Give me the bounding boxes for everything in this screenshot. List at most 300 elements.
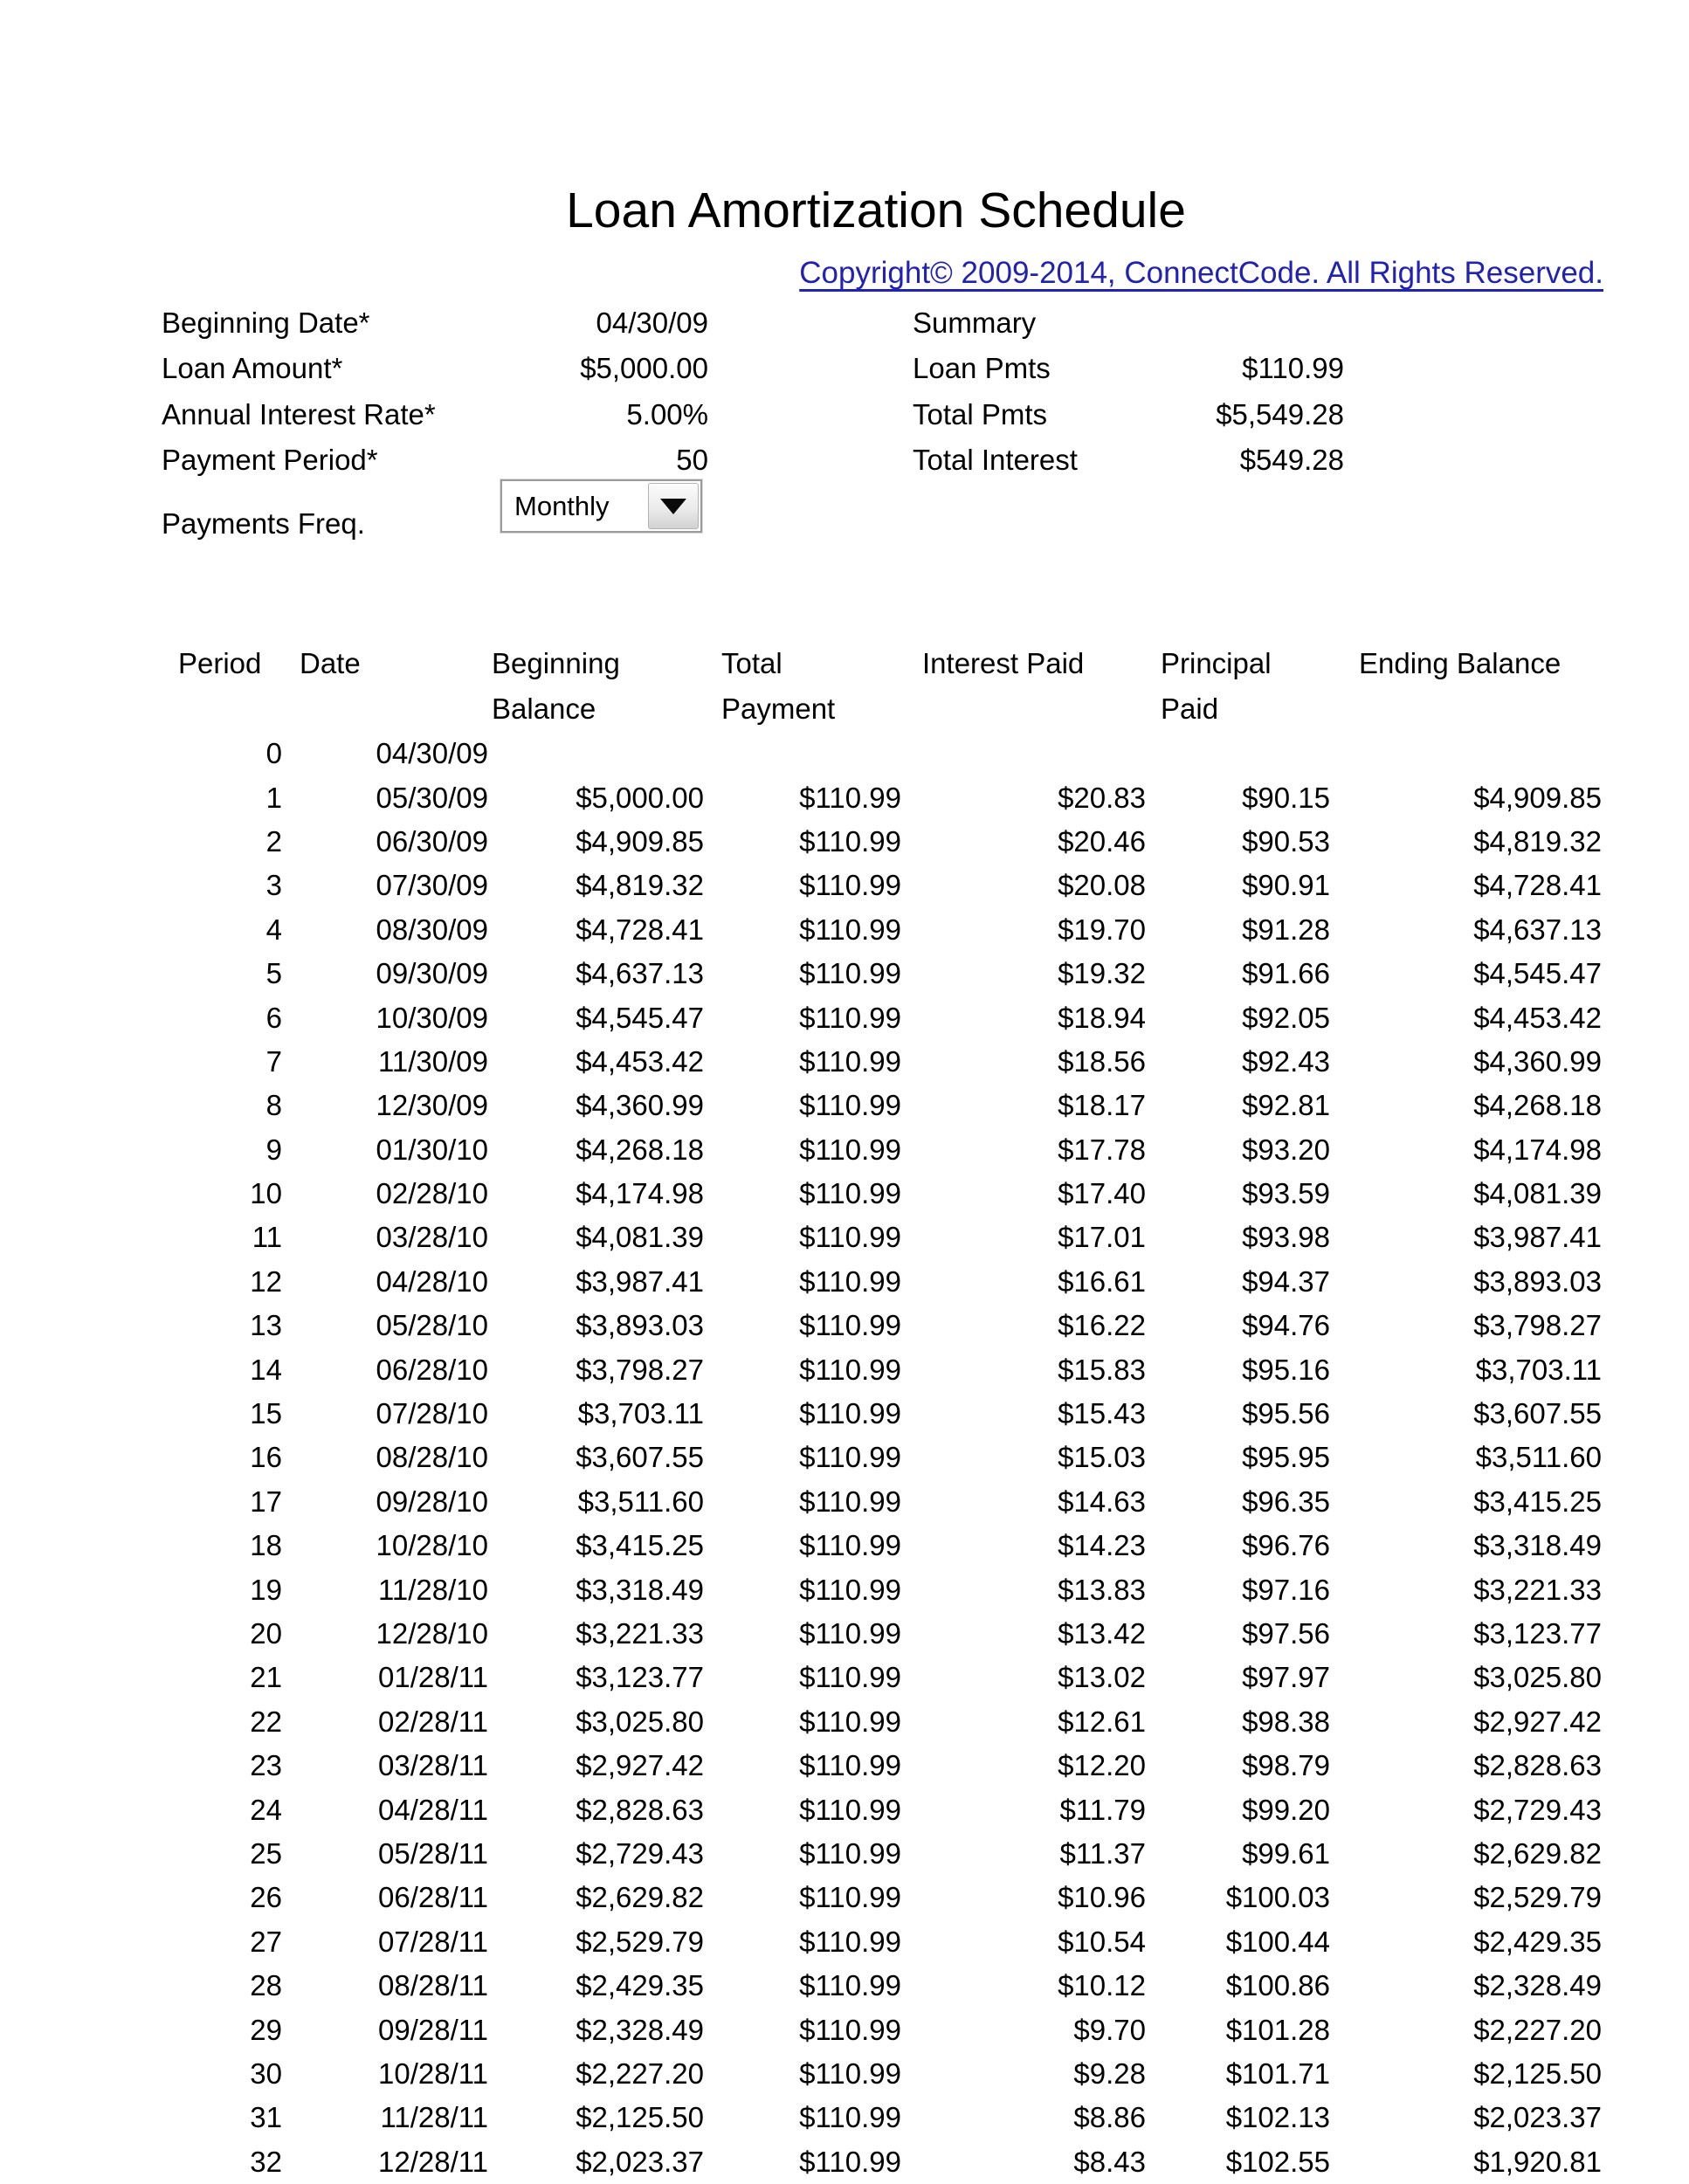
cell-ending-balance: $3,511.60	[1475, 1441, 1602, 1474]
cell-ending-balance: $4,081.39	[1473, 1177, 1602, 1210]
cell-interest-paid: $19.32	[1058, 957, 1146, 990]
table-row	[162, 1744, 1607, 1788]
cell-beginning-balance: $2,023.37	[576, 2145, 704, 2178]
cell-date: 11/30/09	[377, 1044, 488, 1078]
cell-period: 19	[250, 1573, 282, 1606]
cell-principal-paid: $98.38	[1242, 1705, 1330, 1738]
table-row	[162, 1524, 1607, 1567]
cell-period: 5	[265, 957, 282, 990]
cell-period: 21	[250, 1661, 282, 1694]
cell-date: 08/30/09	[376, 913, 488, 946]
copyright-link[interactable]: Copyright© 2009-2014, ConnectCode. All Rights Reserved.	[799, 256, 1603, 290]
header-beginning-balance: Beginning Balance	[492, 647, 620, 725]
cell-period: 13	[250, 1309, 282, 1342]
cell-interest-paid: $9.70	[1073, 2013, 1146, 2046]
table-row	[162, 2140, 1607, 2184]
cell-total-payment: $110.99	[799, 957, 901, 990]
cell-period: 30	[250, 2057, 282, 2090]
cell-interest-paid: $9.28	[1073, 2057, 1146, 2090]
cell-total-payment: $110.99	[799, 1661, 901, 1694]
cell-date: 10/28/10	[376, 1529, 488, 1562]
cell-total-payment: $110.99	[799, 1749, 901, 1782]
cell-total-payment: $110.99	[799, 1836, 901, 1870]
cell-period: 29	[250, 2013, 282, 2046]
cell-ending-balance: $4,268.18	[1473, 1089, 1602, 1122]
table-row	[162, 1567, 1607, 1611]
header-period: Period	[178, 647, 262, 679]
cell-date: 04/30/09	[376, 737, 488, 770]
cell-period: 6	[265, 1001, 282, 1034]
cell-total-payment: $110.99	[799, 1089, 901, 1122]
amortization-table	[162, 641, 1607, 2184]
cell-beginning-balance: $3,893.03	[576, 1309, 704, 1342]
cell-total-payment: $110.99	[799, 1485, 901, 1518]
cell-date: 04/28/10	[376, 1264, 488, 1298]
cell-period: 11	[252, 1221, 282, 1254]
cell-period: 31	[250, 2101, 282, 2134]
table-row	[162, 1260, 1607, 1304]
cell-ending-balance: $2,927.42	[1473, 1705, 1602, 1738]
cell-total-payment: $110.99	[799, 2057, 901, 2090]
cell-beginning-balance: $4,545.47	[576, 1001, 704, 1034]
cell-interest-paid: $10.54	[1058, 1925, 1146, 1958]
cell-period: 2	[265, 824, 282, 858]
cell-principal-paid: $97.56	[1242, 1617, 1330, 1650]
cell-date: 02/28/10	[376, 1177, 488, 1210]
cell-date: 09/28/11	[377, 2013, 488, 2046]
cell-beginning-balance: $2,227.20	[576, 2057, 704, 2090]
cell-ending-balance: $3,703.11	[1475, 1353, 1602, 1386]
cell-total-payment: $110.99	[799, 1925, 901, 1958]
cell-interest-paid: $20.83	[1058, 781, 1146, 814]
cell-interest-paid: $14.63	[1058, 1485, 1146, 1518]
table-row	[162, 1436, 1607, 1479]
cell-ending-balance: $2,023.37	[1473, 2101, 1602, 2134]
cell-beginning-balance: $3,511.60	[577, 1485, 704, 1518]
loan-amount-value[interactable]: $5,000.00	[580, 352, 708, 385]
cell-principal-paid: $90.53	[1242, 824, 1330, 858]
cell-beginning-balance: $5,000.00	[576, 781, 704, 814]
cell-date: 12/28/11	[377, 2145, 488, 2178]
payment-period-label: Payment Period*	[162, 444, 378, 477]
cell-principal-paid: $96.35	[1242, 1485, 1330, 1518]
loan-amount-label: Loan Amount*	[162, 352, 343, 385]
cell-interest-paid: $11.79	[1059, 1793, 1146, 1826]
cell-period: 18	[250, 1529, 282, 1562]
cell-interest-paid: $10.12	[1058, 1969, 1146, 2002]
cell-ending-balance: $3,025.80	[1473, 1661, 1602, 1694]
cell-period: 8	[265, 1089, 282, 1122]
cell-date: 03/28/10	[376, 1221, 488, 1254]
cell-beginning-balance: $3,415.25	[576, 1529, 704, 1562]
cell-date: 07/30/09	[376, 869, 488, 902]
summary-title: Summary	[913, 307, 1037, 340]
table-row	[162, 2008, 1607, 2051]
cell-principal-paid: $95.95	[1242, 1441, 1330, 1474]
cell-period: 4	[265, 913, 282, 946]
cell-date: 05/28/11	[377, 1836, 488, 1870]
loan-pmts-value: $110.99	[1242, 352, 1344, 385]
cell-beginning-balance: $2,927.42	[576, 1749, 704, 1782]
cell-interest-paid: $10.96	[1058, 1881, 1146, 1914]
beginning-date-label: Beginning Date*	[162, 307, 370, 340]
cell-period: 26	[250, 1881, 282, 1914]
cell-date: 06/30/09	[376, 824, 488, 858]
table-row	[162, 1304, 1607, 1347]
table-header	[162, 641, 1607, 732]
cell-beginning-balance: $4,909.85	[576, 824, 704, 858]
summary-title-row	[913, 300, 1344, 346]
loan-amount-row	[162, 346, 708, 391]
cell-period: 14	[250, 1353, 282, 1386]
cell-ending-balance: $2,629.82	[1473, 1836, 1602, 1870]
table-row	[162, 1216, 1607, 1259]
cell-interest-paid: $13.02	[1058, 1661, 1146, 1694]
cell-total-payment: $110.99	[799, 1881, 901, 1914]
cell-beginning-balance: $3,703.11	[577, 1397, 704, 1430]
cell-total-payment: $110.99	[799, 1309, 901, 1342]
table-row	[162, 775, 1607, 819]
cell-beginning-balance: $4,081.39	[576, 1221, 704, 1254]
cell-total-payment: $110.99	[799, 781, 901, 814]
chevron-down-icon	[660, 499, 686, 514]
cell-total-payment: $110.99	[799, 1969, 901, 2002]
cell-date: 06/28/11	[377, 1881, 488, 1914]
cell-period: 23	[250, 1749, 282, 1782]
cell-interest-paid: $17.78	[1058, 1133, 1146, 1166]
table-row	[162, 1392, 1607, 1436]
table-row	[162, 1788, 1607, 1831]
payment-period-row	[162, 437, 708, 483]
cell-total-payment: $110.99	[799, 1705, 901, 1738]
cell-interest-paid: $15.03	[1058, 1441, 1146, 1474]
table-row	[162, 1876, 1607, 1919]
cell-principal-paid: $97.97	[1242, 1661, 1330, 1694]
cell-total-payment: $110.99	[799, 913, 901, 946]
cell-principal-paid: $95.16	[1242, 1353, 1330, 1386]
payments-freq-dropdown[interactable]	[500, 479, 702, 533]
cell-interest-paid: $15.43	[1058, 1397, 1146, 1430]
cell-beginning-balance: $4,360.99	[576, 1089, 704, 1122]
cell-ending-balance: $2,429.35	[1473, 1925, 1602, 1958]
cell-ending-balance: $3,123.77	[1473, 1617, 1602, 1650]
cell-ending-balance: $2,828.63	[1473, 1749, 1602, 1782]
cell-beginning-balance: $3,318.49	[576, 1573, 704, 1606]
cell-beginning-balance: $2,125.50	[576, 2101, 704, 2134]
cell-principal-paid: $91.28	[1242, 913, 1330, 946]
cell-total-payment: $110.99	[799, 824, 901, 858]
cell-period: 22	[250, 1705, 282, 1738]
cell-principal-paid: $95.56	[1242, 1397, 1330, 1430]
cell-interest-paid: $8.43	[1073, 2145, 1146, 2178]
cell-interest-paid: $20.08	[1058, 869, 1146, 902]
cell-period: 3	[265, 869, 282, 902]
page-title: Loan Amortization Schedule	[566, 183, 1186, 238]
table-row	[162, 1656, 1607, 1699]
cell-period: 20	[250, 1617, 282, 1650]
cell-period: 28	[250, 1969, 282, 2002]
cell-interest-paid: $17.40	[1058, 1177, 1146, 1210]
cell-period: 16	[250, 1441, 282, 1474]
cell-total-payment: $110.99	[799, 869, 901, 902]
cell-beginning-balance: $4,453.42	[576, 1044, 704, 1078]
payment-period-value[interactable]: 50	[676, 444, 708, 477]
cell-interest-paid: $14.23	[1058, 1529, 1146, 1562]
cell-date: 05/30/09	[376, 781, 488, 814]
cell-principal-paid: $93.20	[1242, 1133, 1330, 1166]
table-row	[162, 952, 1607, 996]
cell-interest-paid: $20.46	[1058, 824, 1146, 858]
cell-beginning-balance: $2,729.43	[576, 1836, 704, 1870]
amortization-table-body	[162, 732, 1607, 2184]
header-principal-paid: Principal Paid	[1161, 647, 1272, 725]
table-row	[162, 1920, 1607, 1964]
cell-interest-paid: $12.61	[1058, 1705, 1146, 1738]
cell-ending-balance: $2,125.50	[1473, 2057, 1602, 2090]
cell-beginning-balance: $4,174.98	[576, 1177, 704, 1210]
total-pmts-label: Total Pmts	[913, 397, 1048, 431]
cell-interest-paid: $18.56	[1058, 1044, 1146, 1078]
cell-ending-balance: $4,728.41	[1473, 869, 1602, 902]
inputs-panel	[162, 300, 708, 483]
cell-principal-paid: $102.55	[1225, 2145, 1330, 2178]
cell-interest-paid: $17.01	[1058, 1221, 1146, 1254]
cell-principal-paid: $100.86	[1225, 1969, 1330, 2002]
cell-date: 06/28/10	[376, 1353, 488, 1386]
cell-ending-balance: $3,221.33	[1473, 1573, 1602, 1606]
cell-total-payment: $110.99	[799, 1353, 901, 1386]
cell-beginning-balance: $2,529.79	[576, 1925, 704, 1958]
cell-interest-paid: $13.83	[1058, 1573, 1146, 1606]
cell-ending-balance: $2,729.43	[1473, 1793, 1602, 1826]
cell-principal-paid: $90.91	[1242, 869, 1330, 902]
cell-date: 08/28/10	[376, 1441, 488, 1474]
cell-beginning-balance: $2,828.63	[576, 1793, 704, 1826]
cell-principal-paid: $102.13	[1225, 2101, 1330, 2134]
beginning-date-value[interactable]: 04/30/09	[596, 307, 708, 340]
cell-beginning-balance: $2,328.49	[576, 2013, 704, 2046]
summary-row-total-interest	[913, 437, 1344, 483]
cell-principal-paid: $100.44	[1225, 1925, 1330, 1958]
cell-beginning-balance: $3,607.55	[576, 1441, 704, 1474]
cell-date: 05/28/10	[376, 1309, 488, 1342]
summary-row-loan-pmts	[913, 346, 1344, 391]
annual-interest-rate-label: Annual Interest Rate*	[162, 397, 436, 431]
cell-interest-paid: $18.94	[1058, 1001, 1146, 1034]
cell-interest-paid: $13.42	[1058, 1617, 1146, 1650]
cell-interest-paid: $12.20	[1058, 1749, 1146, 1782]
cell-date: 04/28/11	[377, 1793, 488, 1826]
cell-beginning-balance: $4,637.13	[576, 957, 704, 990]
cell-period: 7	[265, 1044, 282, 1078]
cell-period: 27	[250, 1925, 282, 1958]
cell-total-payment: $110.99	[799, 1617, 901, 1650]
table-row	[162, 1964, 1607, 2008]
total-pmts-value: $5,549.28	[1216, 397, 1344, 431]
cell-total-payment: $110.99	[799, 1573, 901, 1606]
cell-period: 17	[250, 1485, 282, 1518]
cell-beginning-balance: $3,123.77	[576, 1661, 704, 1694]
cell-total-payment: $110.99	[799, 2145, 901, 2178]
cell-principal-paid: $94.37	[1242, 1264, 1330, 1298]
header-total-payment: Total Payment	[721, 647, 836, 725]
payments-freq-selected-value: Monthly	[514, 490, 610, 521]
cell-total-payment: $110.99	[799, 1044, 901, 1078]
header-ending-balance: Ending Balance	[1359, 647, 1561, 679]
cell-beginning-balance: $2,629.82	[576, 1881, 704, 1914]
cell-beginning-balance: $4,268.18	[576, 1133, 704, 1166]
cell-ending-balance: $4,360.99	[1473, 1044, 1602, 1078]
table-row	[162, 1347, 1607, 1391]
cell-ending-balance: $1,920.81	[1473, 2145, 1602, 2178]
cell-ending-balance: $4,453.42	[1473, 1001, 1602, 1034]
table-row	[162, 732, 1607, 775]
cell-period: 15	[250, 1397, 282, 1430]
cell-principal-paid: $92.81	[1242, 1089, 1330, 1122]
cell-date: 11/28/11	[380, 2101, 488, 2134]
cell-ending-balance: $3,987.41	[1473, 1221, 1602, 1254]
cell-ending-balance: $4,545.47	[1473, 957, 1602, 990]
cell-date: 09/30/09	[376, 957, 488, 990]
cell-period: 9	[265, 1133, 282, 1166]
table-row	[162, 1612, 1607, 1656]
summary-panel	[913, 300, 1344, 483]
cell-ending-balance: $2,529.79	[1473, 1881, 1602, 1914]
cell-ending-balance: $3,798.27	[1473, 1309, 1602, 1342]
cell-period: 24	[250, 1793, 282, 1826]
cell-date: 01/28/11	[377, 1661, 488, 1694]
table-row	[162, 1480, 1607, 1524]
cell-total-payment: $110.99	[799, 1221, 901, 1254]
cell-principal-paid: $93.59	[1242, 1177, 1330, 1210]
loan-pmts-label: Loan Pmts	[913, 352, 1051, 385]
cell-ending-balance: $3,893.03	[1473, 1264, 1602, 1298]
table-row	[162, 1832, 1607, 1876]
cell-principal-paid: $96.76	[1242, 1529, 1330, 1562]
cell-interest-paid: $16.61	[1058, 1264, 1146, 1298]
cell-beginning-balance: $3,798.27	[576, 1353, 704, 1386]
cell-principal-paid: $100.03	[1225, 1881, 1330, 1914]
cell-beginning-balance: $3,987.41	[576, 1264, 704, 1298]
cell-principal-paid: $92.43	[1242, 1044, 1330, 1078]
cell-interest-paid: $18.17	[1058, 1089, 1146, 1122]
cell-total-payment: $110.99	[799, 2101, 901, 2134]
cell-interest-paid: $15.83	[1058, 1353, 1146, 1386]
cell-ending-balance: $2,328.49	[1473, 1969, 1602, 2002]
cell-interest-paid: $19.70	[1058, 913, 1146, 946]
table-row	[162, 908, 1607, 952]
cell-period: 0	[265, 737, 282, 770]
cell-date: 01/30/10	[376, 1133, 488, 1166]
table-row	[162, 996, 1607, 1039]
beginning-date-row	[162, 300, 708, 346]
cell-principal-paid: $91.66	[1242, 957, 1330, 990]
cell-interest-paid: $16.22	[1058, 1309, 1146, 1342]
cell-ending-balance: $4,819.32	[1473, 824, 1602, 858]
cell-principal-paid: $101.71	[1225, 2057, 1330, 2090]
summary-row-total-pmts	[913, 392, 1344, 437]
cell-ending-balance: $2,227.20	[1473, 2013, 1602, 2046]
table-row	[162, 1084, 1607, 1127]
table-row	[162, 1040, 1607, 1084]
cell-period: 12	[250, 1264, 282, 1298]
cell-period: 32	[250, 2145, 282, 2178]
table-row	[162, 1172, 1607, 1216]
cell-total-payment: $110.99	[799, 2013, 901, 2046]
cell-date: 07/28/10	[376, 1397, 488, 1430]
cell-beginning-balance: $4,819.32	[576, 869, 704, 902]
cell-date: 12/30/09	[376, 1089, 488, 1122]
total-interest-label: Total Interest	[913, 444, 1078, 477]
cell-beginning-balance: $3,025.80	[576, 1705, 704, 1738]
cell-ending-balance: $3,607.55	[1473, 1397, 1602, 1430]
cell-beginning-balance: $4,728.41	[576, 913, 704, 946]
cell-date: 03/28/11	[377, 1749, 488, 1782]
cell-period: 1	[265, 781, 282, 814]
cell-ending-balance: $4,174.98	[1473, 1133, 1602, 1166]
cell-beginning-balance: $2,429.35	[576, 1969, 704, 2002]
cell-interest-paid: $11.37	[1059, 1836, 1146, 1870]
cell-ending-balance: $3,318.49	[1473, 1529, 1602, 1562]
cell-total-payment: $110.99	[799, 1001, 901, 1034]
table-row	[162, 864, 1607, 907]
cell-period: 25	[250, 1836, 282, 1870]
cell-ending-balance: $4,909.85	[1473, 781, 1602, 814]
cell-total-payment: $110.99	[799, 1397, 901, 1430]
cell-ending-balance: $4,637.13	[1473, 913, 1602, 946]
cell-date: 11/28/10	[377, 1573, 488, 1606]
cell-date: 12/28/10	[376, 1617, 488, 1650]
cell-total-payment: $110.99	[799, 1441, 901, 1474]
cell-interest-paid: $8.86	[1073, 2101, 1146, 2134]
cell-date: 02/28/11	[377, 1705, 488, 1738]
cell-date: 10/30/09	[376, 1001, 488, 1034]
cell-principal-paid: $101.28	[1225, 2013, 1330, 2046]
cell-principal-paid: $93.98	[1242, 1221, 1330, 1254]
header-interest-paid: Interest Paid	[922, 647, 1085, 679]
cell-date: 08/28/11	[377, 1969, 488, 2002]
cell-date: 10/28/11	[377, 2057, 488, 2090]
cell-total-payment: $110.99	[799, 1793, 901, 1826]
cell-principal-paid: $97.16	[1242, 1573, 1330, 1606]
cell-principal-paid: $98.79	[1242, 1749, 1330, 1782]
cell-principal-paid: $92.05	[1242, 1001, 1330, 1034]
table-row	[162, 820, 1607, 864]
annual-interest-rate-row	[162, 392, 708, 437]
cell-ending-balance: $3,415.25	[1473, 1485, 1602, 1518]
payments-freq-label: Payments Freq.	[162, 507, 365, 540]
cell-total-payment: $110.99	[799, 1133, 901, 1166]
table-row	[162, 1700, 1607, 1744]
dropdown-arrow-button[interactable]	[648, 483, 699, 529]
cell-period: 10	[250, 1177, 282, 1210]
cell-date: 07/28/11	[377, 1925, 488, 1958]
annual-interest-rate-value[interactable]: 5.00%	[626, 397, 708, 431]
cell-principal-paid: $99.20	[1242, 1793, 1330, 1826]
header-date: Date	[300, 647, 361, 679]
cell-date: 09/28/10	[376, 1485, 488, 1518]
table-row	[162, 2052, 1607, 2096]
total-interest-value: $549.28	[1239, 444, 1344, 477]
table-row	[162, 2096, 1607, 2139]
cell-beginning-balance: $3,221.33	[576, 1617, 704, 1650]
cell-total-payment: $110.99	[799, 1529, 901, 1562]
cell-principal-paid: $90.15	[1242, 781, 1330, 814]
cell-total-payment: $110.99	[799, 1177, 901, 1210]
cell-principal-paid: $99.61	[1242, 1836, 1330, 1870]
cell-principal-paid: $94.76	[1242, 1309, 1330, 1342]
table-row	[162, 1128, 1607, 1172]
